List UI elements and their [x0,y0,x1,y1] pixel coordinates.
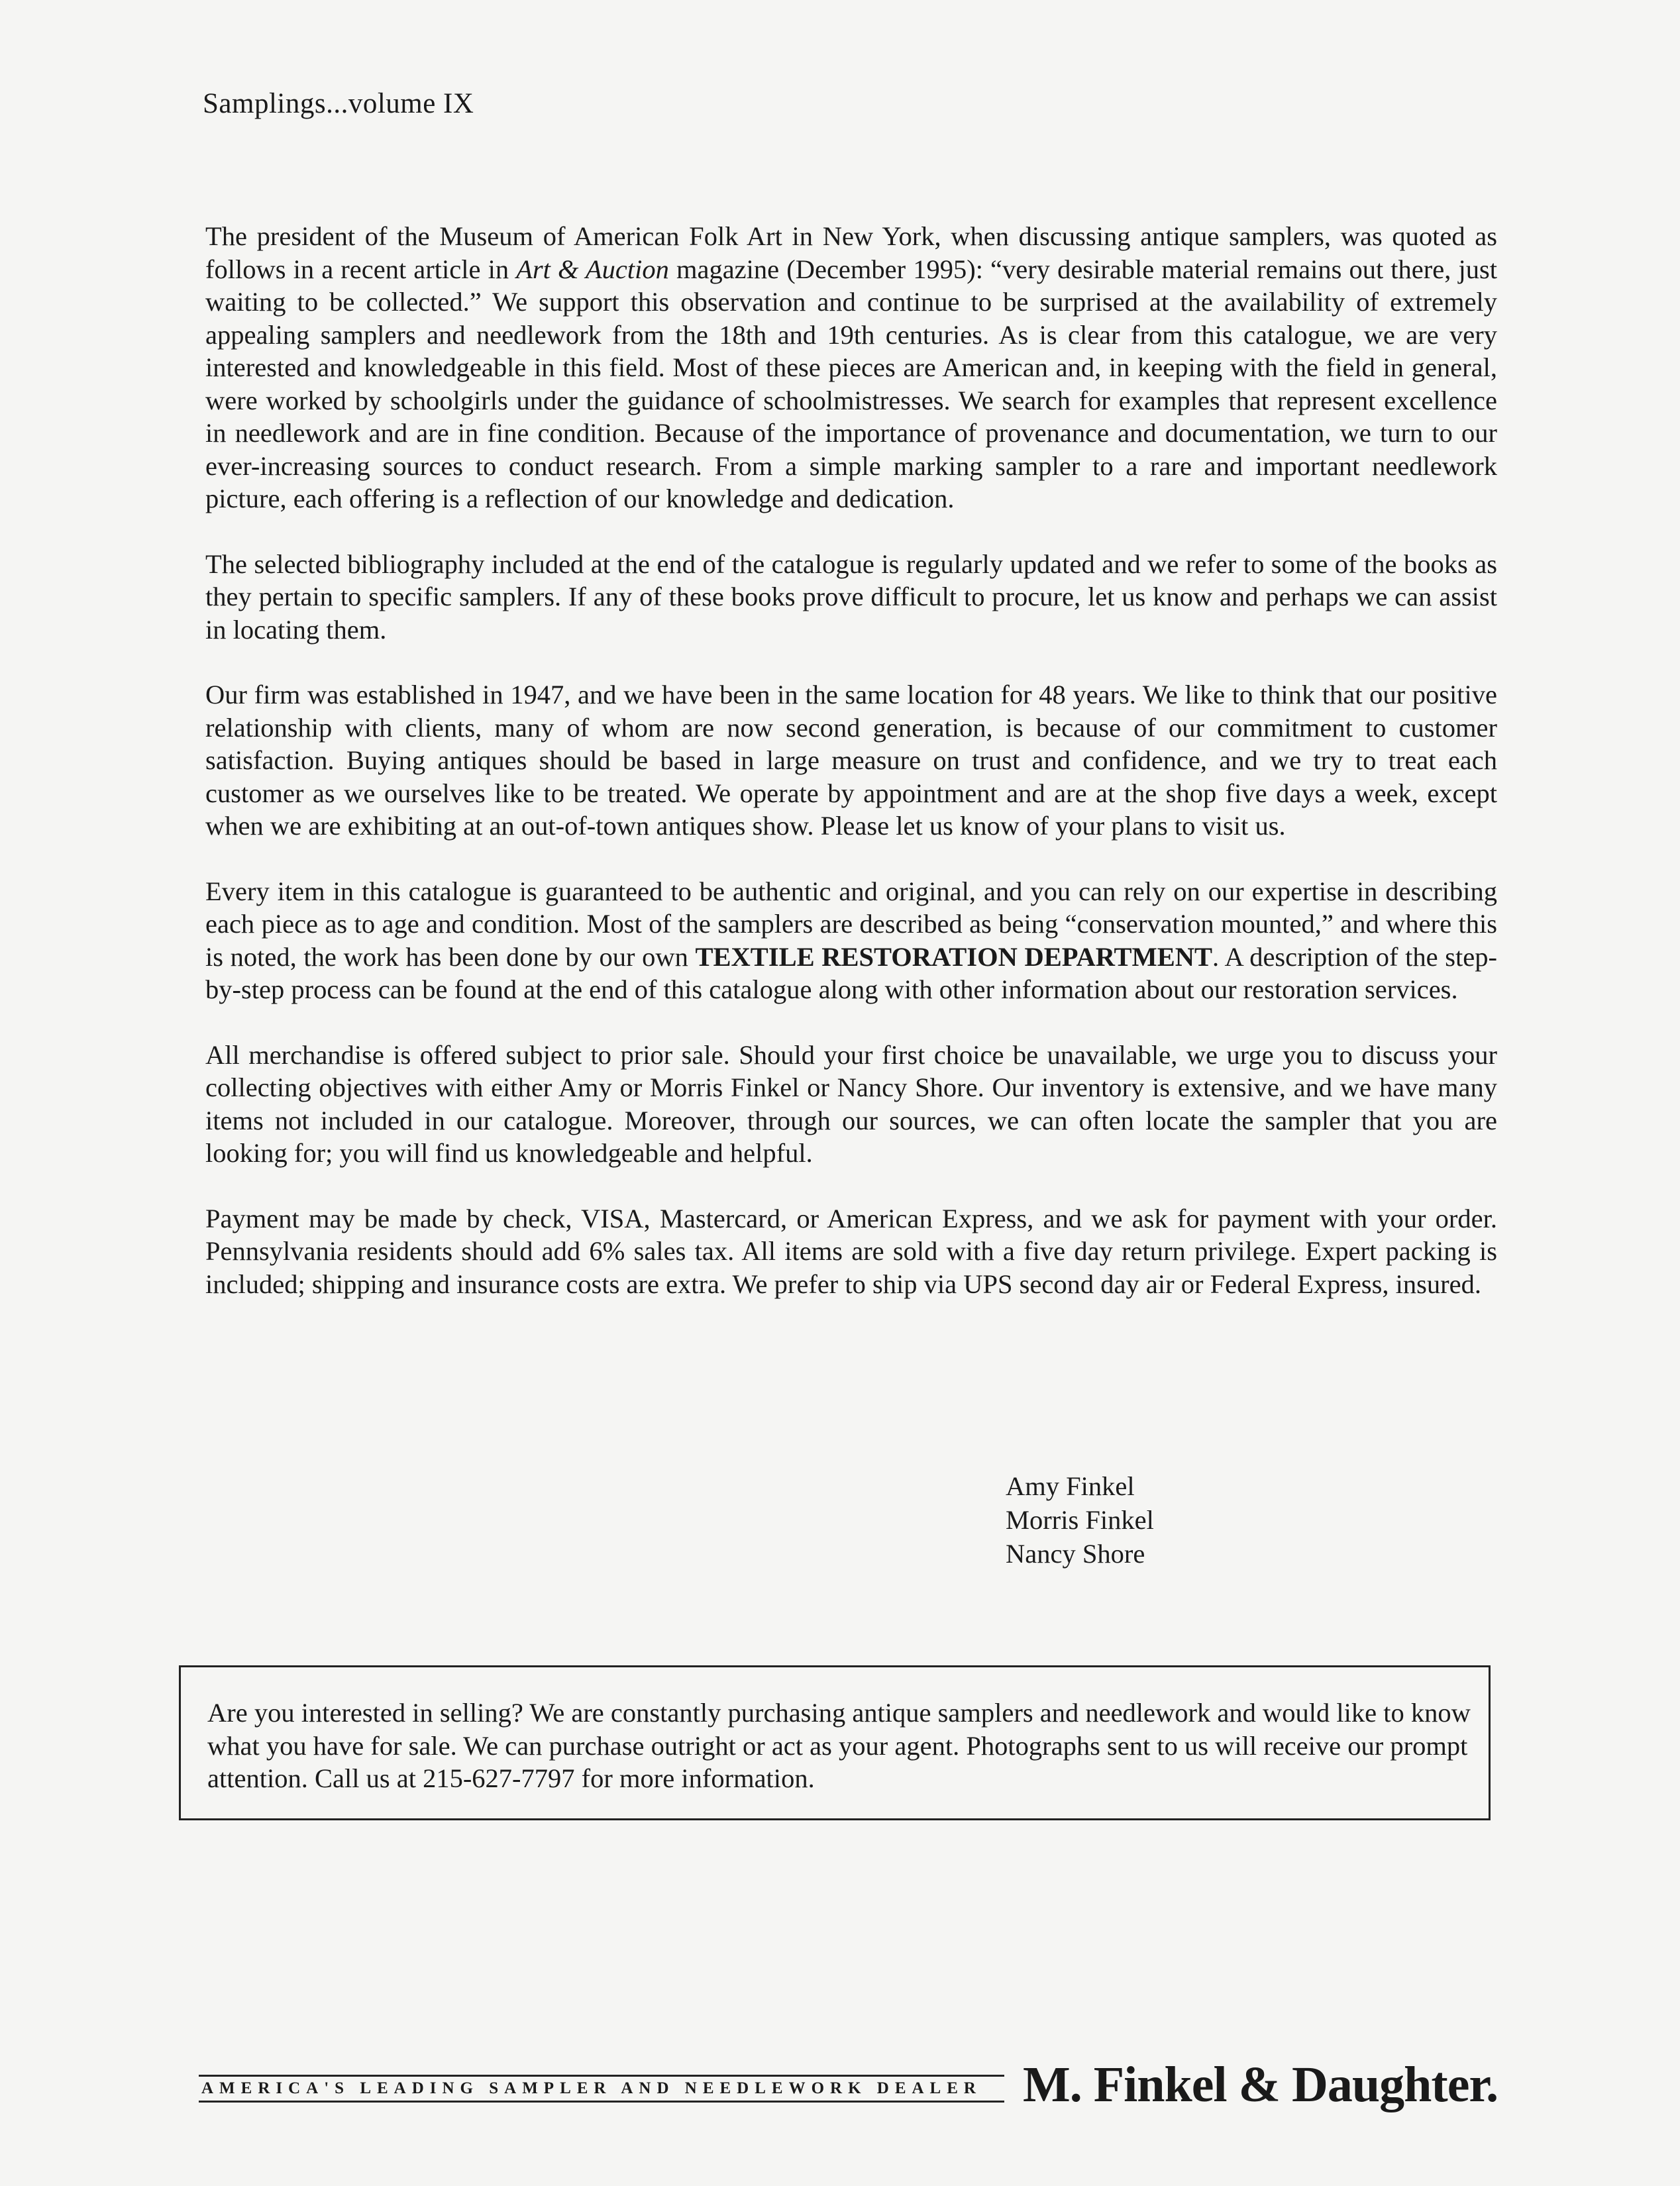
paragraph-intro [205,220,1497,515]
paragraph-merchandise: All merchandise is offered subject to prior sale. Should your first choice be unavailable, we urge you to discuss your collecting objectives with either Amy or Morris Finkel or Nancy Shore. Our inventory is extensive, and we have many items not included in our catalogue. Moreover, through our sources, we can often locate the sampler that you are looking for; you will find us knowledgeable and helpful. [205,1039,1497,1168]
footer-tagline: AMERICA'S LEADING SAMPLER AND NEEDLEWORK DEALER [199,2075,1004,2103]
signature-name: Nancy Shore [1006,1539,1145,1569]
magazine-title: Art & Auction [516,254,669,284]
selling-notice-text: Are you interested in selling? We are constantly purchasing antique samplers and needlework and would like to know what you have for sale. We can purchase outright or act as your agent. Photographs sent to us will receive our prompt attention. Call us at 215-627-7797 for more information. [207,1698,1471,1793]
paragraph-intro-part1: The president of the Museum of American Folk Art in New York, when discussing antique samplers, was quoted as follows in a recent article in [205,221,1497,284]
paragraph-guarantee-part1: Every item in this catalogue is guaranteed to be authentic and original, and you can rely on our expertise in describing each piece as to age and condition. Most of the samplers are described as being “conservation mounted,” and where this is noted, the work has been done by our own [205,876,1497,972]
page-header: Samplings...volume IX [203,88,474,119]
paragraph-guarantee [205,875,1497,1006]
paragraph-payment: Payment may be made by check, VISA, Mastercard, or American Express, and we ask for payment with your order. Pennsylvania residents should add 6% sales tax. All items are sold with a five day return privilege. Expert packing is included; shipping and insurance costs are extra. We prefer to ship via UPS second day air or Federal Express, insured. [205,1203,1497,1299]
signature-block [1006,1469,1154,1571]
signature-name: Morris Finkel [1006,1505,1154,1535]
paragraph-bibliography: The selected bibliography included at the end of the catalogue is regularly updated and we refer to some of the books as they pertain to specific samplers. If any of these books prove difficult to procure, let us know and perhaps we can assist in locating them. [205,548,1497,645]
signature-name: Amy Finkel [1006,1471,1135,1501]
paragraph-guarantee-part2: . A description of the step-by-step process can be found at the end of this catalogue along with other information about our restoration services. [205,941,1497,1004]
paragraph-firm-history: Our firm was established in 1947, and we have been in the same location for 48 years. We like to think that our positive relationship with clients, many of whom are now second generation, is because of our commitment to customer satisfaction. Buying antiques should be based in large measure on trust and confidence, and we try to treat each customer as we ourselves like to be treated. We operate by appointment and are at the shop five days a week, except when we are exhibiting at an out-of-town antiques show. Please let us know of your plans to visit us. [205,680,1497,841]
letter-body [205,220,1497,1333]
paragraph-intro-part2: magazine (December 1995): “very desirable material remains out there, just waiting to be collected.” We support this observation and continue to be surprised at the availability of extremely appealing samplers and needlework from the 18th and 19th centuries. As is clear from this catalogue, we are very interested and knowledgeable in this field. Most of these pieces are American and, in keeping with the field in general, were worked by schoolgirls under the guidance of schoolmistresses. We search for examples that represent excellence in needlework and are in fine condition. Because of the importance of provenance and documentation, we turn to our ever-increasing sources to conduct research. From a simple marking sampler to a rare and important needlework picture, each offering is a reflection of our knowledge and dedication. [205,254,1497,513]
brand-logo: M. Finkel & Daughter. [1023,2057,1498,2112]
selling-notice-box [179,1665,1491,1820]
restoration-department: TEXTILE RESTORATION DEPARTMENT [695,941,1213,972]
